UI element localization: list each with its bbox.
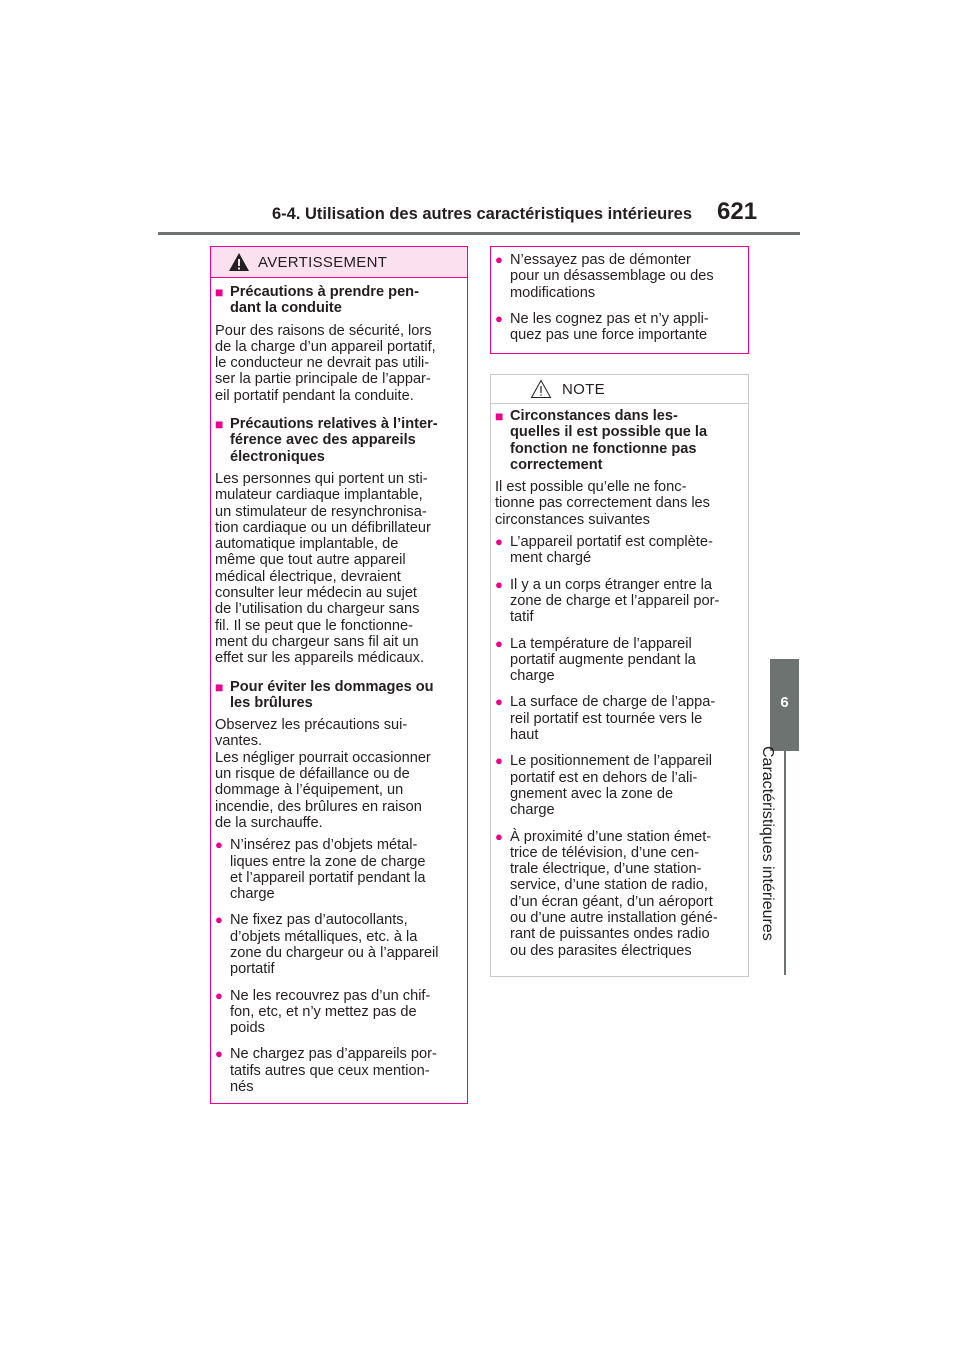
list-item: ● Le positionnement de l’appareil portatif est en dehors de l’ali- gnement avec la zone de charge: [495, 753, 713, 819]
warning-header: [211, 247, 467, 278]
page-number: 621: [717, 198, 758, 225]
paragraph: Observez les précautions sui- vantes. Les négliger pourrait occasionner un risque de défaillance ou de dommage à l’équipement, un incendie, des brûlures en raison de la surchauffe.: [215, 717, 431, 831]
paragraph: Pour des raisons de sécurité, lors de la charge d’un appareil portatif, le conducteur ne devrait pas utili- ser la partie principale de l’appar- eil portatif pendant la conduite.: [215, 322, 436, 404]
section-heading: ■ Pour éviter les dommages ou les brûlures: [215, 678, 434, 711]
note-title: NOTE: [562, 381, 605, 398]
paragraph: Les personnes qui portent un sti- mulateur cardiaque implantable, un stimulateur de resynchronisa- tion cardiaque ou un défibrillateur automatique implantable, de même que tout autre appareil médical électrique, devraient consulter leur médecin au sujet de l’utilisation du chargeur sans fil. Il se peut que le fonctionne- ment du chargeur sans fil ait un effet sur les appareils médicaux.: [215, 470, 431, 667]
warning-title: AVERTISSEMENT: [258, 254, 388, 271]
list-item: ● Il y a un corps étranger entre la zone de charge et l’appareil por- tatif: [495, 576, 720, 626]
list-item: ● Ne les cognez pas et n’y appli- quez pas une force importante: [495, 310, 709, 344]
list-item: ● L’appareil portatif est complète- ment chargé: [495, 534, 713, 567]
note-content: [495, 408, 745, 969]
list-item: ● La surface de charge de l’appa- reil portatif est tournée vers le haut: [495, 694, 716, 744]
section-title: 6-4. Utilisation des autres caractéristiques intérieures: [272, 205, 693, 223]
list-item: ● Ne les recouvrez pas d’un chif- fon, etc, et n’y mettez pas de poids: [215, 987, 431, 1037]
header-rule: [158, 232, 800, 235]
list-item: ● N’insérez pas d’objets métal- liques entre la zone de charge et l’appareil portatif pendant la charge: [215, 837, 426, 903]
section-heading: ■ Précautions à prendre pen- dant la conduite: [215, 284, 419, 317]
section-heading: ■ Précautions relatives à l’inter- férence avec des appareils électroniques: [215, 416, 438, 465]
section-heading: ■ Circonstances dans les- quelles il est possible que la fonction ne fonctionne pas correctement: [495, 408, 708, 473]
warning-continued-content: [495, 252, 745, 353]
chapter-label: Caractéristiques intérieures: [759, 746, 776, 941]
list-item: ● À proximité d’une station émet- trice de télévision, d’une cen- trale électrique, d’une station- service, d’une station de radio, d’un écran géant, d’un aéroport ou d’une autre installation géné- rant de puissantes ondes radio ou des parasites électriques: [495, 828, 718, 959]
list-item: ● Ne fixez pas d’autocollants, d’objets métalliques, etc. à la zone du chargeur ou à l’appareil portatif: [215, 912, 439, 978]
paragraph: Il est possible qu’elle ne fonc- tionne pas correctement dans les circonstances suivantes: [495, 479, 710, 528]
warning-triangle-icon: [228, 252, 250, 272]
chapter-number: 6: [780, 694, 789, 711]
list-item: ● La température de l’appareil portatif augmente pendant la charge: [495, 635, 696, 685]
list-item: ● N’essayez pas de démonter pour un désassemblage ou des modifications: [495, 252, 714, 301]
caution-triangle-icon: [530, 379, 552, 399]
note-header: [491, 375, 748, 404]
list-item: ● Ne chargez pas d’appareils por- tatifs autres que ceux mention- nés: [215, 1046, 437, 1096]
warning-content: [215, 284, 465, 1105]
